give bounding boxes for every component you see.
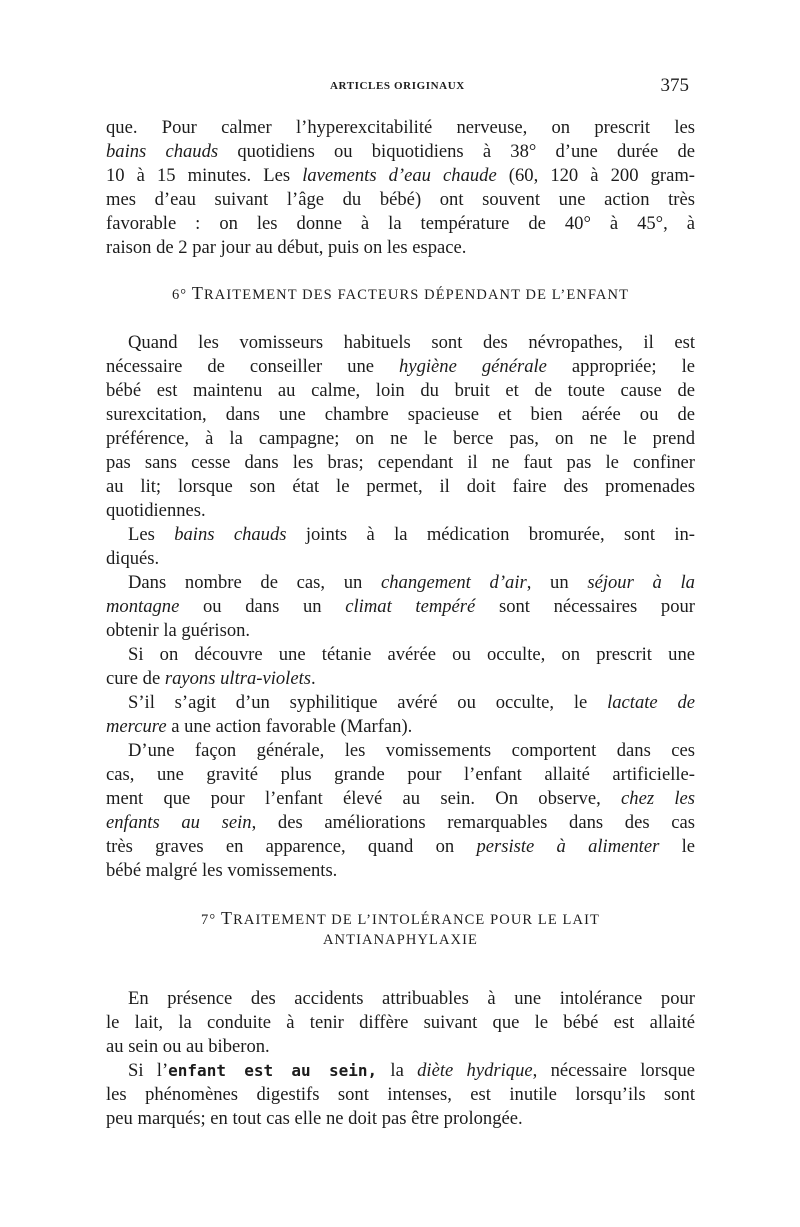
text-line: cas, une gravité plus grande pour l’enfant allaité artificielle- [106, 764, 695, 785]
text-line: mes d’eau suivant l’âge du bébé) ont souvent une action très [106, 189, 695, 210]
text-line: 10 à 15 minutes. Les lavements d’eau chaude (60, 120 à 200 gram- [106, 165, 695, 186]
paragraph [106, 571, 695, 643]
paragraph [106, 987, 695, 1059]
text-line: raison de 2 par jour au début, puis on les espace. [106, 237, 467, 258]
text-line: au sein ou au biberon. [106, 1036, 270, 1057]
text-line: Les bains chauds joints à la médication bromurée, sont in- [128, 524, 695, 545]
text-line: S’il s’agit d’un syphilitique avéré ou occulte, le lactate de [128, 692, 695, 713]
text-line: enfants au sein, des améliorations remarquables dans des cas [106, 812, 695, 833]
text-line: que. Pour calmer l’hyperexcitabilité nerveuse, on prescrit les [106, 117, 695, 138]
text-line: obtenir la guérison. [106, 620, 251, 641]
text-line: mercure a une action favorable (Marfan). [106, 716, 413, 737]
text-line: bains chauds quotidiens ou biquotidiens à 38° d’une durée de [106, 141, 695, 162]
text-line: le lait, la conduite à tenir diffère suivant que le bébé est allaité [106, 1012, 695, 1033]
text-line: pas sans cesse dans les bras; cependant il ne faut pas le confiner [106, 452, 695, 473]
page-number: 375 [660, 75, 689, 96]
running-head: ARTICLES ORIGINAUX [330, 80, 465, 92]
text-line: D’une façon générale, les vomissements comportent dans ces [128, 740, 695, 761]
text-line: quotidiennes. [106, 500, 206, 521]
text-line: bébé malgré les vomissements. [106, 860, 338, 881]
text-line: diqués. [106, 548, 160, 569]
text-line: nécessaire de conseiller une hygiène générale appropriée; le [106, 356, 695, 377]
text-line: favorable : on les donne à la température de 40° à 45°, à [106, 213, 695, 234]
section-heading-6: 6° TRAITEMENT DES FACTEURS DÉPENDANT DE L’ENFANT [171, 283, 630, 303]
text-line: cure de rayons ultra-violets. [106, 668, 316, 689]
text-line: ment que pour l’enfant élevé au sein. On observe, chez les [106, 788, 695, 809]
text-line: bébé est maintenu au calme, loin du bruit et de toute cause de [106, 380, 695, 401]
text-line: les phénomènes digestifs sont intenses, est inutile lorsqu’ils sont [106, 1084, 695, 1105]
paragraph [106, 331, 695, 523]
text-line: Quand les vomisseurs habituels sont des névropathes, il est [128, 332, 695, 353]
page-header [106, 75, 693, 100]
text-line: Si on découvre une tétanie avérée ou occulte, on prescrit une [128, 644, 695, 665]
paragraph [106, 643, 695, 691]
section-subheading: ANTIANAPHYLAXIE [322, 932, 479, 948]
paragraph [106, 116, 695, 260]
text-line: au lit; lorsque son état le permet, il doit faire des promenades [106, 476, 695, 497]
text-line: peu marqués; en tout cas elle ne doit pas être prolongée. [106, 1108, 523, 1129]
text-line: Si l’enfant est au sein, la diète hydrique, nécessaire lorsque [128, 1060, 695, 1081]
text-line: En présence des accidents attribuables à une intolérance pour [128, 988, 695, 1009]
paragraph [106, 739, 695, 883]
text-line: montagne ou dans un climat tempéré sont nécessaires pour [106, 596, 695, 617]
text-line: surexcitation, dans une chambre spacieuse et bien aérée ou de [106, 404, 695, 425]
section-heading-7: 7° TRAITEMENT DE L’INTOLÉRANCE POUR LE LAIT [201, 908, 600, 928]
paragraph [106, 1059, 695, 1131]
paragraph [106, 523, 695, 571]
text-line: très graves en apparence, quand on persiste à alimenter le [106, 836, 695, 857]
paragraph [106, 691, 695, 739]
text-line: Dans nombre de cas, un changement d’air, un séjour à la [128, 572, 695, 593]
text-line: préférence, à la campagne; on ne le berce pas, on ne le prend [106, 428, 695, 449]
page-body [106, 116, 695, 1131]
